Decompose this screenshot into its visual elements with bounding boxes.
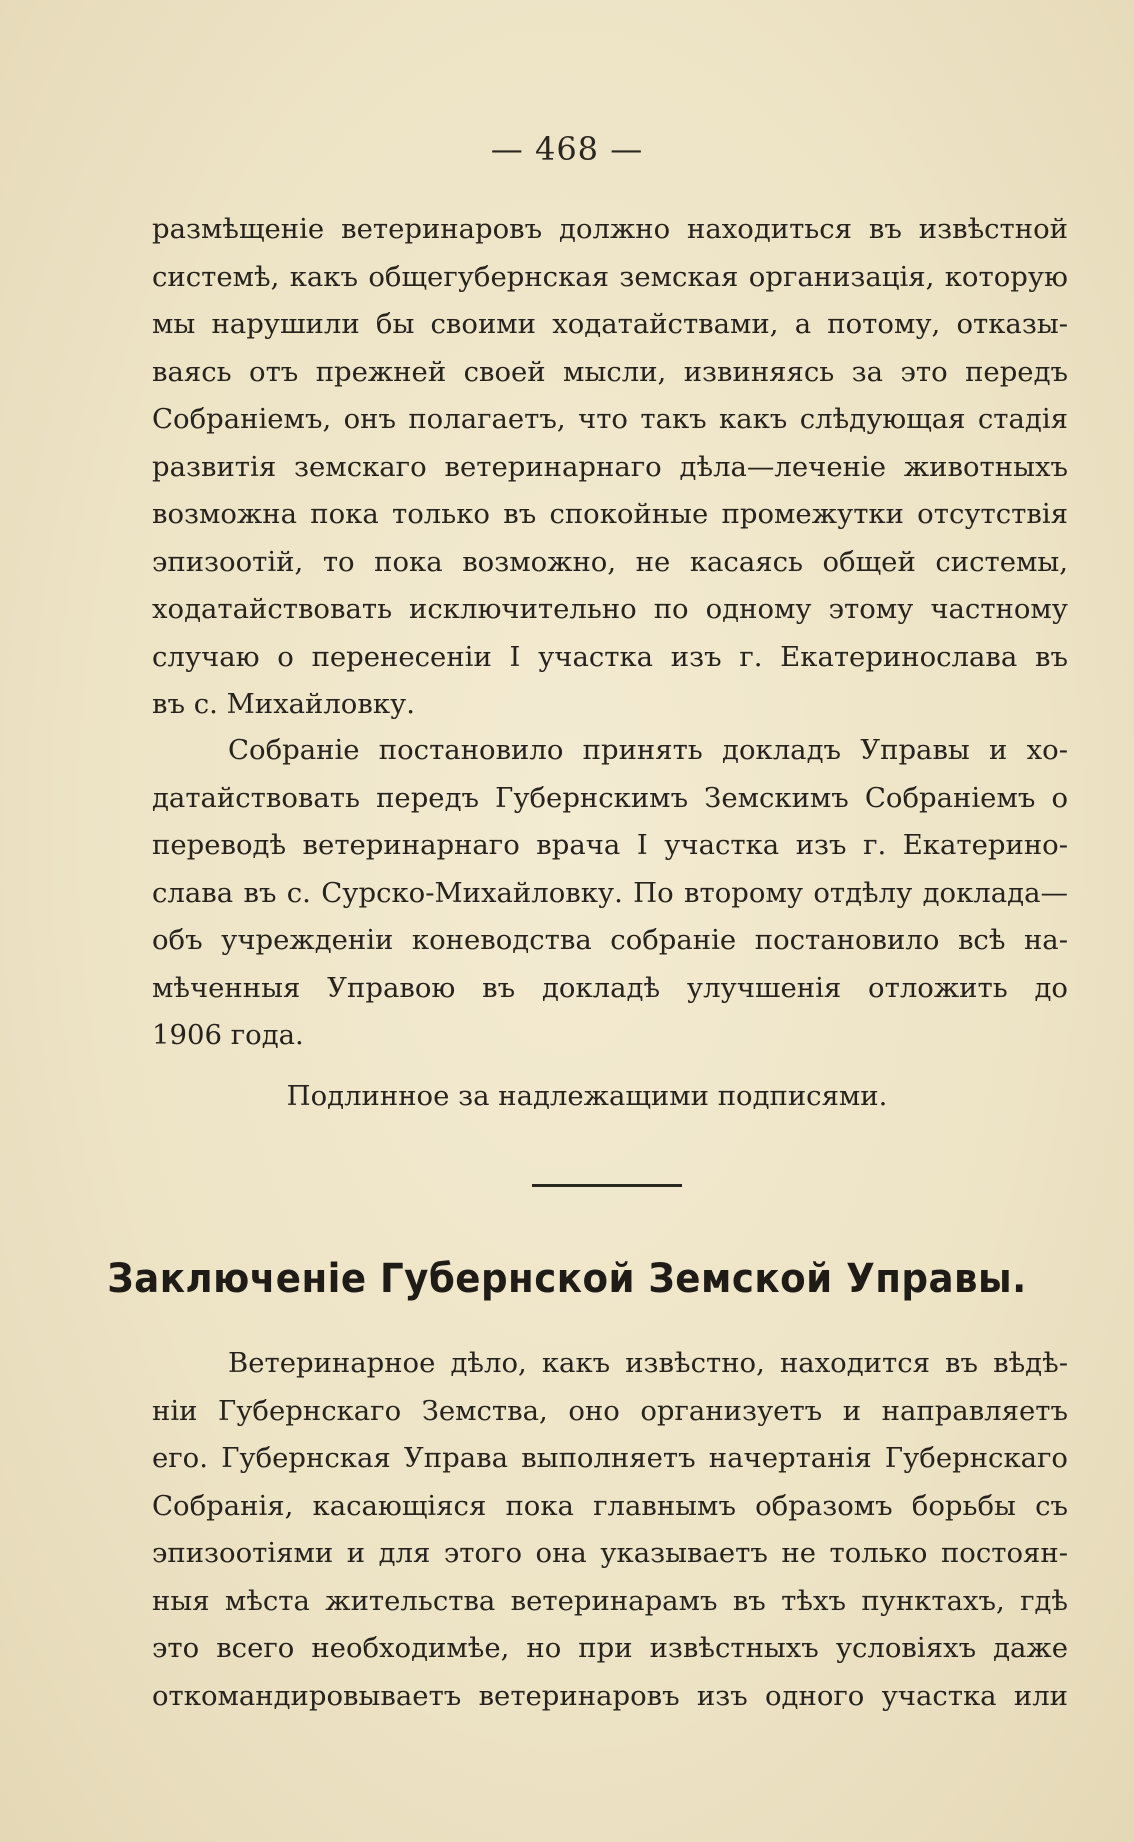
text-line: эпизоотій, то пока возможно, не касаясь общей системы, bbox=[152, 545, 1068, 578]
page-number: — 468 — bbox=[490, 130, 644, 168]
signature-note: Подлинное за надлежащими подписями. bbox=[286, 1080, 888, 1112]
text-line: ваясь отъ прежней своей мысли, извиняясь за это передъ bbox=[152, 355, 1068, 388]
text-line: случаю о перенесеніи I участка изъ г. Екатеринослава въ bbox=[152, 640, 1068, 673]
section-divider bbox=[532, 1184, 682, 1187]
text-line: возможна пока только въ спокойные промежутки отсутствія bbox=[152, 498, 1068, 530]
text-line: Ветеринарное дѣло, какъ извѣстно, находится въ вѣдѣ- bbox=[228, 1347, 1068, 1379]
text-line: слава въ с. Сурско-Михайловку. По второму отдѣлу доклада— bbox=[152, 876, 1068, 909]
text-line: его. Губернская Управа выполняетъ начертанія Губернскаго bbox=[152, 1442, 1068, 1474]
text-line: мѣченныя Управою въ докладѣ улучшенія отложить до bbox=[152, 971, 1068, 1004]
paragraph-continuation bbox=[152, 206, 1068, 729]
text-line: ніи Губернскаго Земства, оно организуетъ и направляетъ bbox=[152, 1394, 1068, 1427]
paragraph-conclusion bbox=[152, 1340, 1068, 1720]
text-line: датайствовать передъ Губернскимъ Земскимъ Собраніемъ о bbox=[152, 781, 1068, 814]
text-line: объ учрежденіи коневодства собраніе постановило всѣ на- bbox=[152, 924, 1068, 956]
text-line: Собранія, касающіяся пока главнымъ образомъ борьбы съ bbox=[152, 1489, 1068, 1522]
text-line: переводѣ ветеринарнаго врача I участка изъ г. Екатерино- bbox=[152, 829, 1068, 861]
text-line: размѣщеніе ветеринаровъ должно находиться въ извѣстной bbox=[152, 213, 1068, 245]
text-line: мы нарушили бы своими ходатайствами, а потому, отказы- bbox=[152, 308, 1068, 340]
text-line: 1906 года. bbox=[152, 1019, 304, 1051]
text-line: ныя мѣста жительства ветеринарамъ въ тѣхъ пунктахъ, гдѣ bbox=[152, 1584, 1068, 1617]
text-line: Собраніе постановило принять докладъ Управы и хо- bbox=[228, 734, 1068, 766]
text-line: развитія земскаго ветеринарнаго дѣла—леченіе животныхъ bbox=[152, 450, 1068, 483]
text-line: системѣ, какъ общегубернская земская организація, которую bbox=[152, 260, 1068, 293]
section-heading: Заключеніе Губернской Земской Управы. bbox=[107, 1256, 1027, 1302]
paragraph-resolution bbox=[152, 727, 1068, 1060]
text-line: Собраніемъ, онъ полагаетъ, что такъ какъ слѣдующая стадія bbox=[152, 403, 1068, 435]
text-line: эпизоотіями и для этого она указываетъ не только постоян- bbox=[152, 1537, 1068, 1569]
text-line: это всего необходимѣе, но при извѣстныхъ условіяхъ даже bbox=[152, 1632, 1068, 1664]
text-line: въ с. Михайловку. bbox=[152, 688, 415, 720]
text-line: ходатайствовать исключительно по одному этому частному bbox=[152, 593, 1068, 625]
text-line: откомандировываетъ ветеринаровъ изъ одного участка или bbox=[152, 1679, 1068, 1712]
